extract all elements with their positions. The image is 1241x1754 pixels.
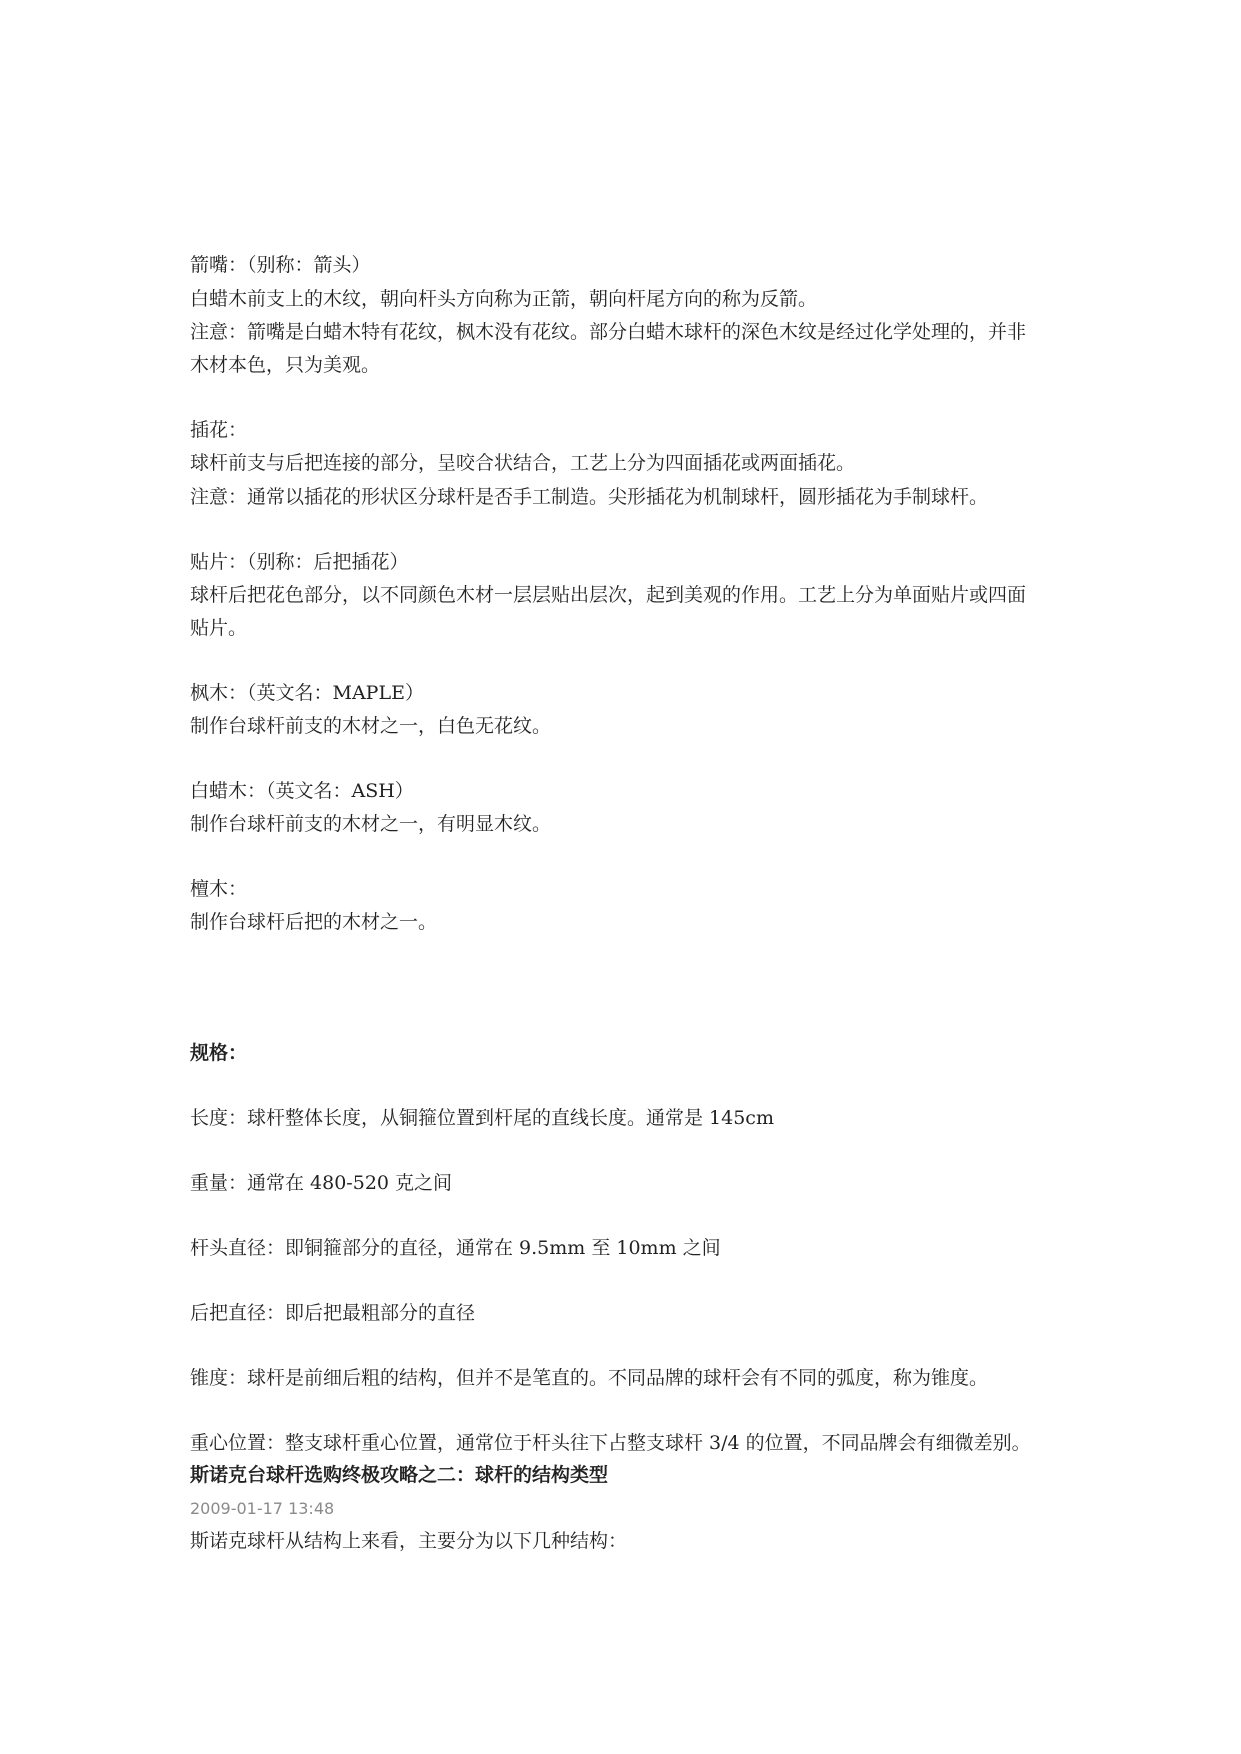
jianzui-note-line1: 注意：箭嘴是白蜡木特有花纹，枫木没有花纹。部分白蜡木球杆的深色木纹是经过化学处理的，并非 — [190, 321, 1027, 343]
jianzui-note-line2: 木材本色，只为美观。 — [190, 354, 381, 376]
tiepian-title: 贴片：（别称：后把插花） — [190, 551, 409, 573]
jianzui-desc: 白蜡木前支上的木纹，朝向杆头方向称为正箭，朝向杆尾方向的称为反箭。 — [190, 288, 818, 310]
spec-taper: 锥度：球杆是前细后粗的结构，但并不是笔直的。不同品牌的球杆会有不同的弧度，称为锥度。 — [190, 1367, 989, 1389]
article-title: 斯诺克台球杆选购终极攻略之二：球杆的结构类型 — [190, 1464, 609, 1486]
article-intro: 斯诺克球杆从结构上来看，主要分为以下几种结构： — [190, 1530, 628, 1552]
tiepian-desc-line2: 贴片。 — [190, 617, 248, 639]
spec-length: 长度：球杆整体长度，从铜箍位置到杆尾的直线长度。通常是 145cm — [190, 1107, 774, 1129]
spec-weight: 重量：通常在 480-520 克之间 — [190, 1172, 453, 1194]
chahua-desc: 球杆前支与后把连接的部分，呈咬合状结合，工艺上分为四面插花或两面插花。 — [190, 452, 856, 474]
bailamu-desc: 制作台球杆前支的木材之一，有明显木纹。 — [190, 813, 552, 835]
specs-heading: 规格： — [190, 1042, 248, 1064]
chahua-note: 注意：通常以插花的形状区分球杆是否手工制造。尖形插花为机制球杆，圆形插花为手制球杆。 — [190, 486, 989, 508]
tanmu-desc: 制作台球杆后把的木材之一。 — [190, 911, 438, 933]
spec-tip-diameter: 杆头直径：即铜箍部分的直径，通常在 9.5mm 至 10mm 之间 — [190, 1237, 721, 1259]
jianzui-title: 箭嘴：（别称：箭头） — [190, 254, 371, 276]
chahua-title: 插花： — [190, 419, 248, 441]
tanmu-title: 檀木： — [190, 878, 248, 900]
fengmu-desc: 制作台球杆前支的木材之一，白色无花纹。 — [190, 715, 552, 737]
spec-butt-diameter: 后把直径：即后把最粗部分的直径 — [190, 1302, 476, 1324]
fengmu-title: 枫木：（英文名：MAPLE） — [190, 682, 424, 704]
spec-balance: 重心位置：整支球杆重心位置，通常位于杆头往下占整支球杆 3/4 的位置，不同品牌会有细微差别。 — [190, 1432, 1031, 1454]
article-date: 2009-01-17 13:48 — [190, 1499, 335, 1518]
tiepian-desc-line1: 球杆后把花色部分，以不同颜色木材一层层贴出层次，起到美观的作用。工艺上分为单面贴片或四面 — [190, 584, 1027, 606]
bailamu-title: 白蜡木：（英文名：ASH） — [190, 780, 414, 802]
